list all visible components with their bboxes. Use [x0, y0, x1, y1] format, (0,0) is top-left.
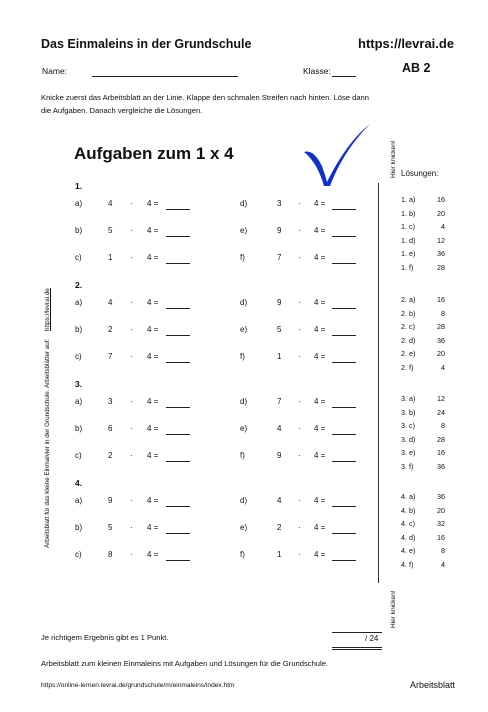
- task-factor: 9: [277, 451, 282, 460]
- score-line: [332, 632, 382, 633]
- multiply-sign: ·: [298, 352, 301, 361]
- score: / 24: [365, 634, 379, 643]
- solution-value: 28: [437, 322, 445, 331]
- multiply-sign: ·: [298, 523, 301, 532]
- task-multiplier: 4 =: [147, 397, 159, 406]
- multiply-sign: ·: [130, 496, 133, 505]
- answer-blank[interactable]: [332, 209, 356, 210]
- task-label: b): [75, 325, 83, 334]
- solution-value: 16: [437, 195, 445, 204]
- answer-blank[interactable]: [332, 263, 356, 264]
- solution-value: 20: [437, 505, 445, 515]
- solution-key: 3. e): [401, 448, 416, 457]
- solution-value: 4: [441, 362, 445, 372]
- task-multiplier: 4 =: [314, 253, 326, 262]
- answer-blank[interactable]: [166, 434, 190, 435]
- sheet-code: AB 2: [402, 61, 431, 75]
- answer-blank[interactable]: [332, 533, 356, 534]
- multiply-sign: ·: [298, 226, 301, 235]
- solution-key: 2. f): [401, 362, 414, 372]
- fold-label-bottom: Hier knicken!: [390, 590, 397, 628]
- task-factor: 4: [108, 199, 113, 208]
- task-multiplier: 4 =: [147, 226, 159, 235]
- solution-key: 3. f): [401, 461, 414, 471]
- task-label: e): [240, 325, 248, 334]
- solution-value: 12: [437, 394, 445, 403]
- name-field-line[interactable]: [92, 76, 238, 77]
- document-title: Das Einmaleins in der Grundschule: [41, 37, 252, 51]
- task-multiplier: 4 =: [314, 424, 326, 433]
- task-multiplier: 4 =: [147, 298, 159, 307]
- solution-value: 4: [441, 559, 445, 569]
- answer-blank[interactable]: [332, 461, 356, 462]
- solution-key: 3. c): [401, 421, 415, 430]
- task-factor: 5: [108, 226, 113, 235]
- task-label: f): [240, 451, 245, 460]
- task-multiplier: 4 =: [147, 352, 159, 361]
- solution-key: 2. c): [401, 322, 415, 331]
- task-factor: 5: [108, 523, 113, 532]
- task-multiplier: 4 =: [147, 424, 159, 433]
- solution-value: 32: [437, 519, 445, 528]
- task-label: f): [240, 550, 245, 559]
- solutions-heading: Lösungen:: [401, 169, 439, 178]
- solution-key: 2. a): [401, 295, 416, 304]
- task-multiplier: 4 =: [314, 550, 326, 559]
- solution-value: 16: [437, 532, 445, 542]
- task-label: a): [75, 298, 83, 307]
- task-label: c): [75, 253, 82, 262]
- multiply-sign: ·: [130, 253, 133, 262]
- solution-key: 2. b): [401, 308, 416, 318]
- answer-blank[interactable]: [166, 335, 190, 336]
- points-note: Je richtigem Ergebnis gibt es 1 Punkt.: [41, 633, 169, 642]
- task-multiplier: 4 =: [314, 226, 326, 235]
- solution-value: 16: [437, 448, 445, 457]
- score-underline: [332, 647, 382, 648]
- task-factor: 4: [277, 424, 282, 433]
- side-note-url: https://levrai.de: [44, 288, 51, 331]
- multiply-sign: ·: [298, 253, 301, 262]
- answer-blank[interactable]: [332, 308, 356, 309]
- solution-value: 4: [441, 222, 445, 231]
- footer-description: Arbeitsblatt zum kleinen Einmaleins mit Aufgaben und Lösungen für die Grundschule.: [41, 659, 329, 668]
- solution-key: 3. a): [401, 394, 416, 403]
- answer-blank[interactable]: [166, 560, 190, 561]
- answer-blank[interactable]: [166, 533, 190, 534]
- task-multiplier: 4 =: [314, 523, 326, 532]
- class-field-line[interactable]: [332, 76, 356, 77]
- task-multiplier: 4 =: [314, 298, 326, 307]
- task-number: 3.: [75, 379, 83, 389]
- task-multiplier: 4 =: [314, 352, 326, 361]
- class-label: Klasse:: [303, 66, 331, 76]
- task-multiplier: 4 =: [314, 397, 326, 406]
- solution-key: 4. e): [401, 546, 416, 555]
- multiply-sign: ·: [130, 397, 133, 406]
- solution-key: 1. a): [401, 195, 416, 204]
- task-multiplier: 4 =: [314, 451, 326, 460]
- answer-blank[interactable]: [166, 407, 190, 408]
- answer-blank[interactable]: [166, 308, 190, 309]
- multiply-sign: ·: [298, 550, 301, 559]
- task-factor: 9: [277, 298, 282, 307]
- answer-blank[interactable]: [332, 362, 356, 363]
- answer-blank[interactable]: [332, 434, 356, 435]
- instructions: Knicke zuerst das Arbeitsblatt an der Linie. Klappe den schmalen Streifen nach hinten. Löse dann die Aufgaben. Danach vergleiche die Lösungen.: [41, 93, 370, 115]
- task-multiplier: 4 =: [147, 451, 159, 460]
- task-multiplier: 4 =: [147, 523, 159, 532]
- solution-key: 4. c): [401, 519, 415, 528]
- answer-blank[interactable]: [166, 362, 190, 363]
- solution-value: 28: [437, 434, 445, 444]
- footer-url: https://online-lernen.levrai.de/grundschule/m/einmaleins/index.htm: [41, 682, 235, 689]
- multiply-sign: ·: [130, 325, 133, 334]
- name-label: Name:: [42, 66, 68, 76]
- task-factor: 7: [277, 253, 282, 262]
- solution-value: 20: [437, 208, 445, 218]
- answer-blank[interactable]: [166, 236, 190, 237]
- task-number: 4.: [75, 478, 83, 488]
- task-factor: 3: [108, 397, 113, 406]
- task-label: a): [75, 199, 83, 208]
- answer-blank[interactable]: [166, 506, 190, 507]
- solution-value: 8: [441, 308, 445, 318]
- answer-blank[interactable]: [166, 209, 190, 210]
- task-label: c): [75, 451, 82, 460]
- header-url: https://levrai.de: [358, 36, 455, 51]
- solution-value: 8: [441, 546, 445, 555]
- task-label: e): [240, 523, 248, 532]
- fold-label-top: Hier knicken!: [390, 140, 397, 178]
- solution-value: 36: [437, 335, 445, 345]
- task-factor: 8: [108, 550, 113, 559]
- side-note-text: Arbeitsblatt für das kleine Einmalvier in der Grundschule. Arbeitsblätter auf:: [44, 338, 51, 548]
- solution-key: 1. c): [401, 222, 415, 231]
- multiply-sign: ·: [130, 226, 133, 235]
- multiply-sign: ·: [130, 352, 133, 361]
- multiply-sign: ·: [130, 550, 133, 559]
- task-label: a): [75, 496, 83, 505]
- solution-value: 8: [441, 421, 445, 430]
- solution-value: 36: [437, 492, 445, 501]
- solution-key: 2. e): [401, 349, 416, 358]
- task-label: f): [240, 352, 245, 361]
- task-factor: 4: [108, 298, 113, 307]
- task-factor: 1: [108, 253, 113, 262]
- solution-value: 16: [437, 295, 445, 304]
- task-factor: 1: [277, 352, 282, 361]
- answer-blank[interactable]: [332, 560, 356, 561]
- task-multiplier: 4 =: [147, 199, 159, 208]
- solution-value: 36: [437, 461, 445, 471]
- solution-value: 28: [437, 262, 445, 272]
- task-factor: 3: [277, 199, 282, 208]
- task-multiplier: 4 =: [147, 253, 159, 262]
- task-label: a): [75, 397, 83, 406]
- answer-blank[interactable]: [166, 263, 190, 264]
- task-label: f): [240, 253, 245, 262]
- solution-value: 24: [437, 407, 445, 417]
- task-label: e): [240, 424, 248, 433]
- multiply-sign: ·: [298, 424, 301, 433]
- solution-key: 4. d): [401, 532, 416, 542]
- multiply-sign: ·: [298, 325, 301, 334]
- answer-blank[interactable]: [332, 335, 356, 336]
- solution-value: 36: [437, 249, 445, 258]
- task-factor: 7: [108, 352, 113, 361]
- solution-key: 4. f): [401, 559, 414, 569]
- solution-key: 1. d): [401, 235, 416, 245]
- multiply-sign: ·: [298, 199, 301, 208]
- solution-key: 3. d): [401, 434, 416, 444]
- solution-key: 1. e): [401, 249, 416, 258]
- task-label: d): [240, 397, 248, 406]
- task-label: b): [75, 523, 83, 532]
- solution-key: 1. b): [401, 208, 416, 218]
- task-label: b): [75, 424, 83, 433]
- solution-key: 1. f): [401, 262, 414, 272]
- task-factor: 2: [108, 325, 113, 334]
- task-label: d): [240, 199, 248, 208]
- multiply-sign: ·: [298, 451, 301, 460]
- solution-key: 4. a): [401, 492, 416, 501]
- task-multiplier: 4 =: [314, 199, 326, 208]
- solution-key: 3. b): [401, 407, 416, 417]
- multiply-sign: ·: [130, 298, 133, 307]
- task-label: c): [75, 352, 82, 361]
- multiply-sign: ·: [130, 451, 133, 460]
- task-factor: 2: [108, 451, 113, 460]
- task-label: d): [240, 298, 248, 307]
- checkmark-icon: [300, 120, 374, 188]
- task-multiplier: 4 =: [147, 325, 159, 334]
- task-factor: 5: [277, 325, 282, 334]
- task-multiplier: 4 =: [147, 550, 159, 559]
- task-factor: 7: [277, 397, 282, 406]
- task-factor: 2: [277, 523, 282, 532]
- task-label: c): [75, 550, 82, 559]
- task-factor: 9: [277, 226, 282, 235]
- task-number: 1.: [75, 181, 83, 191]
- task-number: 2.: [75, 280, 83, 290]
- multiply-sign: ·: [298, 496, 301, 505]
- worksheet-title: Aufgaben zum 1 x 4: [74, 144, 234, 163]
- multiply-sign: ·: [130, 424, 133, 433]
- task-label: e): [240, 226, 248, 235]
- task-factor: 1: [277, 550, 282, 559]
- task-label: d): [240, 496, 248, 505]
- answer-blank[interactable]: [166, 461, 190, 462]
- task-factor: 4: [277, 496, 282, 505]
- solution-value: 12: [437, 235, 445, 245]
- fold-line: [378, 183, 379, 583]
- answer-blank[interactable]: [332, 407, 356, 408]
- multiply-sign: ·: [298, 298, 301, 307]
- answer-blank[interactable]: [332, 506, 356, 507]
- solution-value: 20: [437, 349, 445, 358]
- score-underline-double: [332, 649, 382, 650]
- multiply-sign: ·: [130, 199, 133, 208]
- multiply-sign: ·: [130, 523, 133, 532]
- task-label: b): [75, 226, 83, 235]
- task-factor: 6: [108, 424, 113, 433]
- task-multiplier: 4 =: [147, 496, 159, 505]
- side-note: [44, 288, 51, 548]
- footer-doc-type: Arbeitsblatt: [410, 680, 456, 690]
- solution-key: 4. b): [401, 505, 416, 515]
- task-multiplier: 4 =: [314, 496, 326, 505]
- task-factor: 9: [108, 496, 113, 505]
- answer-blank[interactable]: [332, 236, 356, 237]
- solution-key: 2. d): [401, 335, 416, 345]
- task-multiplier: 4 =: [314, 325, 326, 334]
- multiply-sign: ·: [298, 397, 301, 406]
